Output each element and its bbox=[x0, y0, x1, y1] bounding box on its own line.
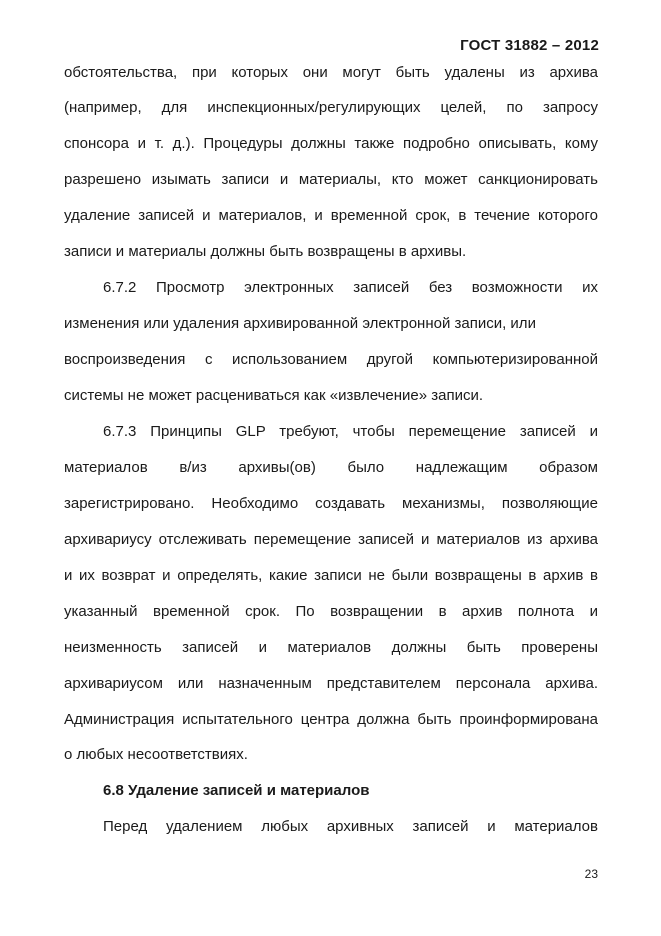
text-line: архивариусом или назначенным представителем персонала архива. bbox=[64, 675, 598, 692]
text-line: обстоятельства, при которых они могут быть удалены из архива bbox=[64, 64, 598, 81]
text-line: удаление записей и материалов, и временной срок, в течение которого bbox=[64, 207, 598, 224]
text-line: 6.7.3 Принципы GLP требуют, чтобы перемещение записей и bbox=[103, 423, 598, 440]
text-line: зарегистрировано. Необходимо создавать механизмы, позволяющие bbox=[64, 495, 598, 512]
text-line: и их возврат и определять, какие записи не были возвращены в архив в bbox=[64, 567, 598, 584]
text-line: Администрация испытательного центра должна быть проинформирована bbox=[64, 711, 598, 728]
text-line: неизменность записей и материалов должны быть проверены bbox=[64, 639, 598, 656]
text-line: 6.7.2 Просмотр электронных записей без возможности их bbox=[103, 279, 598, 296]
text-line: изменения или удаления архивированной электронной записи, или bbox=[64, 315, 536, 332]
text-line: воспроизведения с использованием другой компьютеризированной bbox=[64, 351, 598, 368]
page-number: 23 bbox=[584, 867, 598, 881]
section-heading: 6.8 Удаление записей и материалов bbox=[103, 782, 370, 799]
document-header-id: ГОСТ 31882 – 2012 bbox=[460, 37, 599, 54]
text-line: записи и материалы должны быть возвращены в архивы. bbox=[64, 243, 467, 260]
text-line: (например, для инспекционных/регулирующих целей, по запросу bbox=[64, 99, 598, 116]
text-line: материалов в/из архивы(ов) было надлежащим образом bbox=[64, 459, 598, 476]
text-line: о любых несоответствиях. bbox=[64, 746, 248, 763]
text-line: Перед удалением любых архивных записей и материалов bbox=[103, 818, 598, 835]
text-line: указанный временной срок. По возвращении в архив полнота и bbox=[64, 603, 598, 620]
text-line: разрешено изымать записи и материалы, кто может санкционировать bbox=[64, 171, 598, 188]
text-line: спонсора и т. д.). Процедуры должны также подробно описывать, кому bbox=[64, 135, 598, 152]
text-line: архивариусу отслеживать перемещение записей и материалов из архива bbox=[64, 531, 598, 548]
text-line: системы не может расцениваться как «извлечение» записи. bbox=[64, 387, 484, 404]
